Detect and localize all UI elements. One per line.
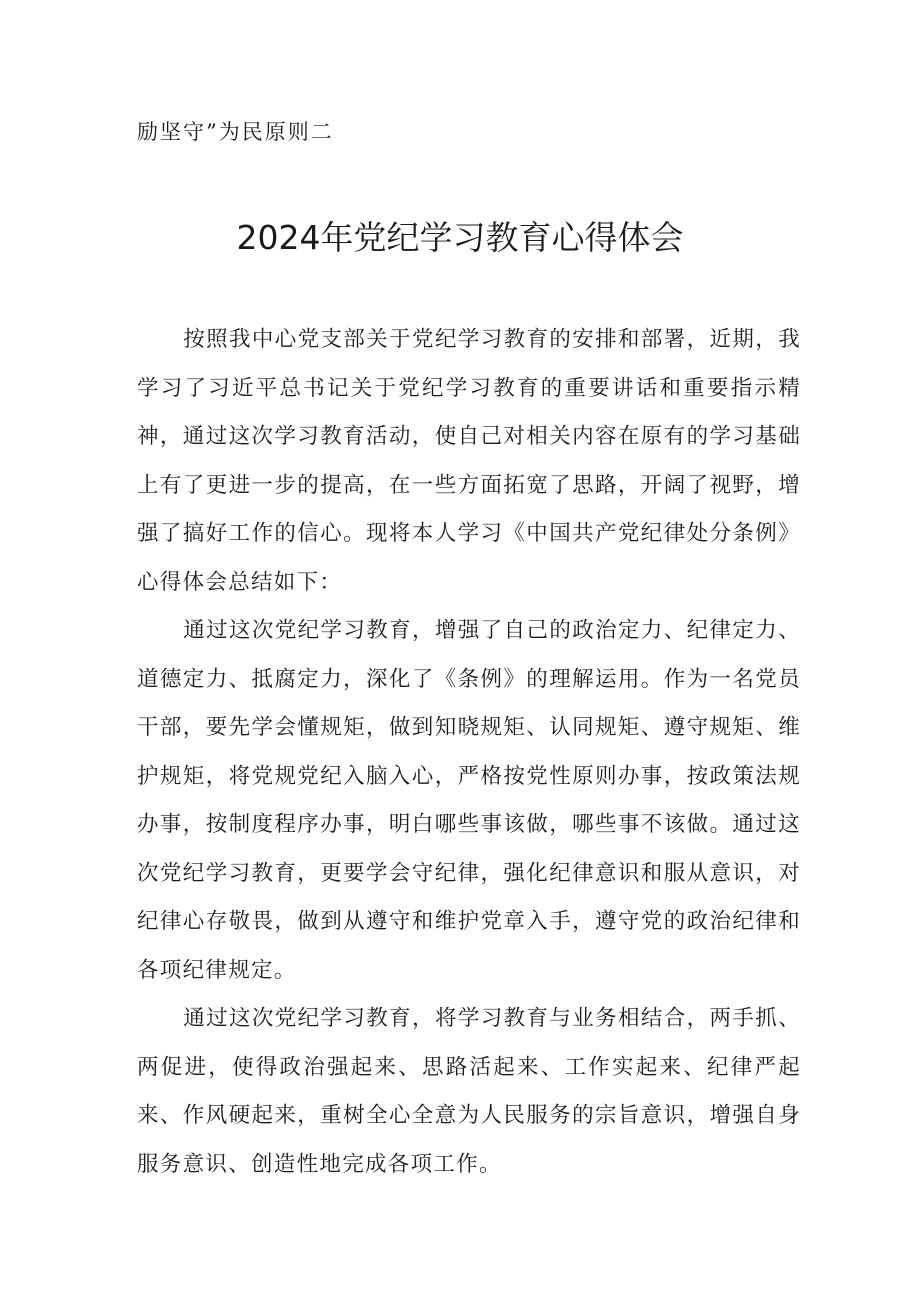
paragraph-intro: 按照我中心党支部关于党纪学习教育的安排和部署，近期，我学习了习近平总书记关于党纪学习教育的重要讲话和重要指示精神，通过这次学习教育活动，使自己对相关内容在原有的学习基础上有了更进一步的提高，在一些方面拓宽了思路，开阔了视野，增强了搞好工作的信心。现将本人学习《中国共产党纪律处分条例》心得体会总结如下：: [137, 327, 801, 595]
paragraph-discipline: 通过这次党纪学习教育，增强了自己的政治定力、纪律定力、道德定力、抵腐定力，深化了《条例》的理解运用。作为一名党员干部，要先学会懂规矩，做到知晓规矩、认同规矩、遵守规矩、维护规矩，将党规党纪入脑入心，严格按党性原则办事，按政策法规办事，按制度程序办事，明白哪些事该做，哪些事不该做。通过这次党纪学习教育，更要学会守纪律，强化纪律意识和服从意识，对纪律心存敬畏，做到从遵守和维护党章入手，遵守党的政治纪律和各项纪律规定。: [137, 618, 801, 983]
header-fragment: 励坚守”为民原则二: [137, 120, 334, 144]
paragraph-integration: 通过这次党纪学习教育，将学习教育与业务相结合，两手抓、两促进，使得政治强起来、思路活起来、工作实起来、纪律严起来、作风硬起来，重树全心全意为人民服务的宗旨意识，增强自身服务意识、创造性地完成各项工作。: [137, 1006, 801, 1177]
document-body: [137, 316, 801, 1189]
document-title: 2024年党纪学习教育心得体会: [236, 218, 684, 257]
